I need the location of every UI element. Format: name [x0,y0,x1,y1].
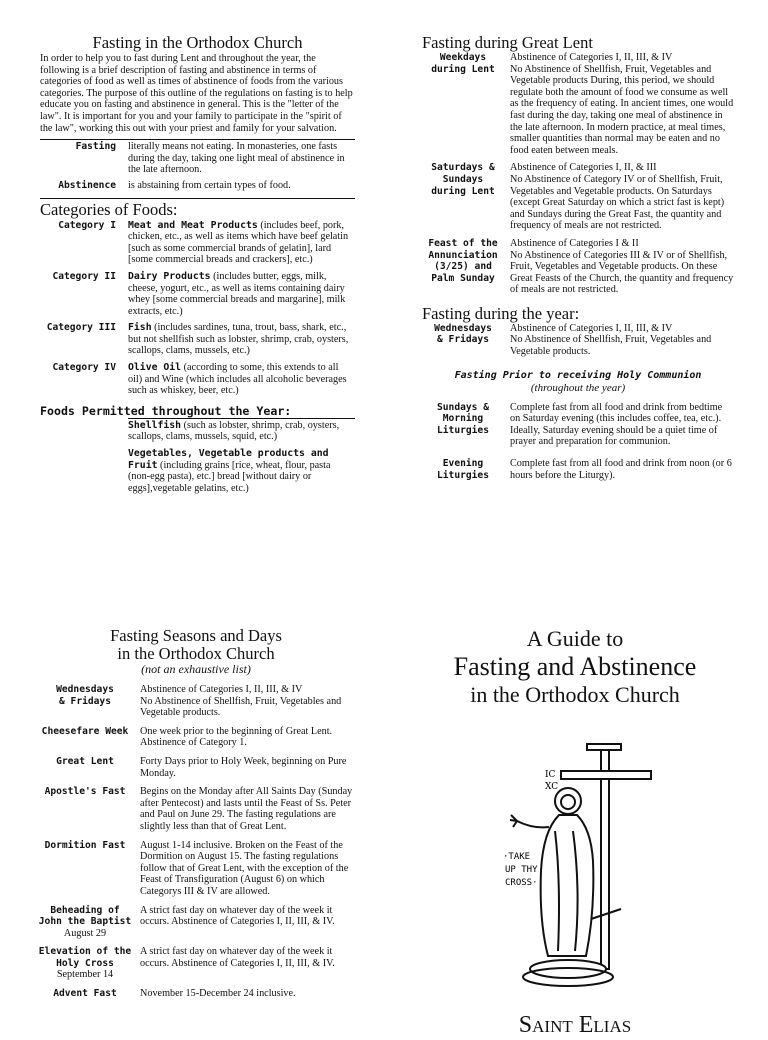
lent-label: Feast of the Annunciation (3/25) and Palm Sunday [428,237,498,284]
category-text [128,271,355,317]
definition-term: Abstinence [58,179,116,191]
category-desc: (includes butter, eggs, milk, cheese, yogurt, etc., as well as items containing dairy whey [some commercial breads and margarine], milk extracts, etc.) [128,270,346,317]
year-row [422,323,734,358]
category-name: Olive Oil [128,362,182,374]
permitted-desc: (such as lobster, shrimp, crab, oysters, scallops, clams, mussels, squid, etc.) [128,419,340,443]
category-label: Category IV [52,362,116,374]
lent-list [422,52,734,296]
year-label: Wednesdays & Fridays [434,322,492,346]
permitted-list [128,420,355,495]
cover-line1: A Guide to [526,626,624,651]
icon-caption-1: ·TAKE [503,852,531,862]
lent-row [422,52,734,156]
category-row [40,220,355,266]
panel-fasting-orthodox [40,34,355,494]
communion-text: Complete fast from all food and drink from noon (or 6 hours before the Liturgy). [510,458,732,481]
season-row [36,684,356,719]
definition-text: literally means not eating. In monasteries, one fasts during the day, taking one light meal of abstinence in the late afternoon. [128,141,345,176]
season-text: Begins on the Monday after All Saints Day (Sunday after Pentecost) and lasts until the Feast of Ss. Peter and Paul on June 29. The fasting regulations are slightly less than that of Great Lent. [140,786,353,832]
categories-heading: Categories of Foods: [40,199,178,219]
year-text: Abstinence of Categories I, II, III, & IV No Abstinence of Shellfish, Fruit, Vegetables and Vegetable products. [510,322,712,358]
category-row [40,271,355,317]
category-desc: (according to some, this extends to all oil) and Wine (which includes all alcoholic beverages such as whiskey, beer, etc.) [128,362,347,397]
communion-title: Fasting Prior to receiving Holy Communion [454,369,702,381]
panel-cover [410,626,740,1038]
communion-label: Evening Liturgies [437,458,489,481]
lent-label: Weekdays during Lent [431,52,495,75]
cover-line3: in the Orthodox Church [470,682,680,707]
panel1-title: Fasting in the Orthodox Church [92,33,303,52]
category-label: Category III [46,322,116,334]
icon-xc-label: XC [545,782,559,792]
category-name: Meat and Meat Products [128,219,258,231]
categories-list [40,220,355,397]
panel1-intro: In order to help you to fast during Lent and throughout the year, the following is a brief description of fasting and abstinence in terms of categories of food as well as times of abstinence of foods from the various categories. The purpose of this outline of the regulations on fasting is to help educate you on fasting and abstinence in general. This is the "letter of the law". It is important for you and your family to participate in the "spirit of the law", working this out with your priest and family for your salvation. [40,53,353,134]
communion-row [422,458,734,481]
category-row [40,322,355,357]
definition-term: Fasting [75,141,116,153]
communion-label: Sundays & Morning Liturgies [437,401,489,436]
permitted-item [128,420,355,443]
season-text: One week prior to the beginning of Great Lent. Abstinence of Category 1. [140,725,333,749]
cover-footer: Saint Elias [518,1012,632,1038]
season-row [36,726,356,749]
category-name: Fish [128,322,152,334]
category-text [128,220,355,266]
season-row [36,756,356,779]
icon-caption-2: UP THY [505,865,538,875]
category-label: Category I [58,219,116,231]
season-date: September 14 [56,969,114,981]
year-list [422,323,734,358]
season-text: August 1-14 inclusive. Broken on the Feast of the Dormition on August 15. The fasting regulations follow that of Great Lent, with the exception of the Feast of Transfiguration (August 6) on which Categorys III & IV are allowed. [140,839,349,897]
icon-caption-3: CROSS· [505,878,538,888]
panel2-title: Fasting during Great Lent [422,33,593,52]
icon-ic-label: IC [545,770,556,780]
communion-subtitle: (throughout the year) [530,381,626,394]
definition-row [40,141,355,176]
definition-text: is abstaining from certain types of food. [128,179,291,191]
definition-row [40,180,355,192]
permitted-name: Shellfish [128,419,182,431]
season-label: Dormition Fast [44,839,126,851]
season-text: Forty Days prior to Holy Week, beginning on Pure Monday. [140,755,347,779]
season-row [36,905,356,940]
divider [128,418,355,419]
season-label: Apostle's Fast [44,786,126,798]
season-row [36,946,356,981]
permitted-heading: Foods Permitted throughout the Year: [40,403,292,418]
lent-text: Abstinence of Categories I & II No Abstinence of Categories III & IV or of Shellfish, Fruit, Vegetables and Vegetable products. On these Great Feasts of the Church, the quantity and frequency of meals are not restricted. [510,237,734,296]
lent-text: Abstinence of Categories I, II, III, & IV No Abstinence of Shellfish, Fruit, Vegetables and Vegetable products During, this period, we should regulate both the amount of food we consume as well as the frequency of eating. In ancient times, one would fast during the day, taking one meal of abstinence in the late afternoon. In modern practice, at meal times, smaller quantities than normal may be eaten and no food eaten between meals. [510,52,734,156]
season-label: Advent Fast [53,988,117,1000]
category-row [40,362,355,397]
category-label: Category II [52,270,116,282]
permitted-name: Vegetables, Vegetable products and Fruit [128,448,329,471]
season-text: November 15-December 24 inclusive. [140,988,296,1000]
seasons-list [36,684,356,1000]
season-row [36,840,356,898]
permitted-desc: (including grains [rice, wheat, flour, pasta (non-egg pasta), etc.] bread [without dairy or eggs],vegetable gelatins, etc.) [128,459,331,494]
category-desc: (includes sardines, tuna, trout, bass, shark, etc., but not shellfish such as lobster, shrimp, crab, oysters, scallops, clams, mussels, etc.) [128,322,349,357]
panel3-title1: Fasting Seasons and Days [110,626,282,645]
season-text: A strict fast day on whatever day of the week it occurs. Abstinence of Categories I, II, III, & IV. [140,946,335,969]
category-text [128,322,355,357]
category-text [128,362,355,397]
christ-cross-icon [503,741,653,991]
category-name: Dairy Products [128,270,211,282]
divider [40,139,355,140]
communion-text: Complete fast from all food and drink from bedtime on Saturday evening (this includes coffee, tea, etc.). Ideally, Saturday evening should be a quiet time of prayer and preparation for communion. [510,401,723,448]
season-row [36,786,356,832]
season-text: A strict fast day on whatever day of the week it occurs. Abstinence of Categories I, II, III, & IV. [140,904,335,928]
cover-line2: Fasting and Abstinence [453,652,697,681]
category-desc: (includes beef, pork, chicken, etc., as well as items which have beef gelatin [such as some commercial brands of gelatin], lard [some commercial breads and crackers], etc.) [128,219,349,266]
season-label: Beheading of John the Baptist August 29 [36,905,134,940]
divider [40,198,355,199]
lent-label: Saturdays & Sundays during Lent [431,162,495,197]
lent-row [422,162,734,232]
panel-fasting-seasons [36,627,356,1000]
panel3-subtitle: (not an exhaustive list) [141,662,251,676]
communion-row [422,402,734,448]
communion-list [422,402,734,482]
lent-text: Abstinence of Categories I, II, & III No Abstinence of Category IV or of Shellfish, Fruit, Vegetables and Vegetable products. On Saturdays (except Great Saturday on which a strict fast is kept) and Sundays during the Great Fast, the quantity and frequency of meals are not restricted. [510,162,725,232]
season-row [36,988,356,1000]
lent-row [422,238,734,296]
season-label: Wednesdays & Fridays [56,684,114,707]
season-text: Abstinence of Categories I, II, III, & IV No Abstinence of Shellfish, Fruit, Vegetables and Vegetable products. [140,684,342,719]
panel3-title2: in the Orthodox Church [117,644,275,663]
season-date: August 29 [63,927,107,939]
definitions-list [40,141,355,191]
year-title: Fasting during the year: [422,303,580,323]
permitted-item [128,448,355,494]
season-label: Cheesefare Week [41,725,129,737]
panel-great-lent [422,34,734,481]
season-label: Elevation of the Holy Cross September 14 [36,946,134,981]
season-label: Great Lent [56,755,114,767]
